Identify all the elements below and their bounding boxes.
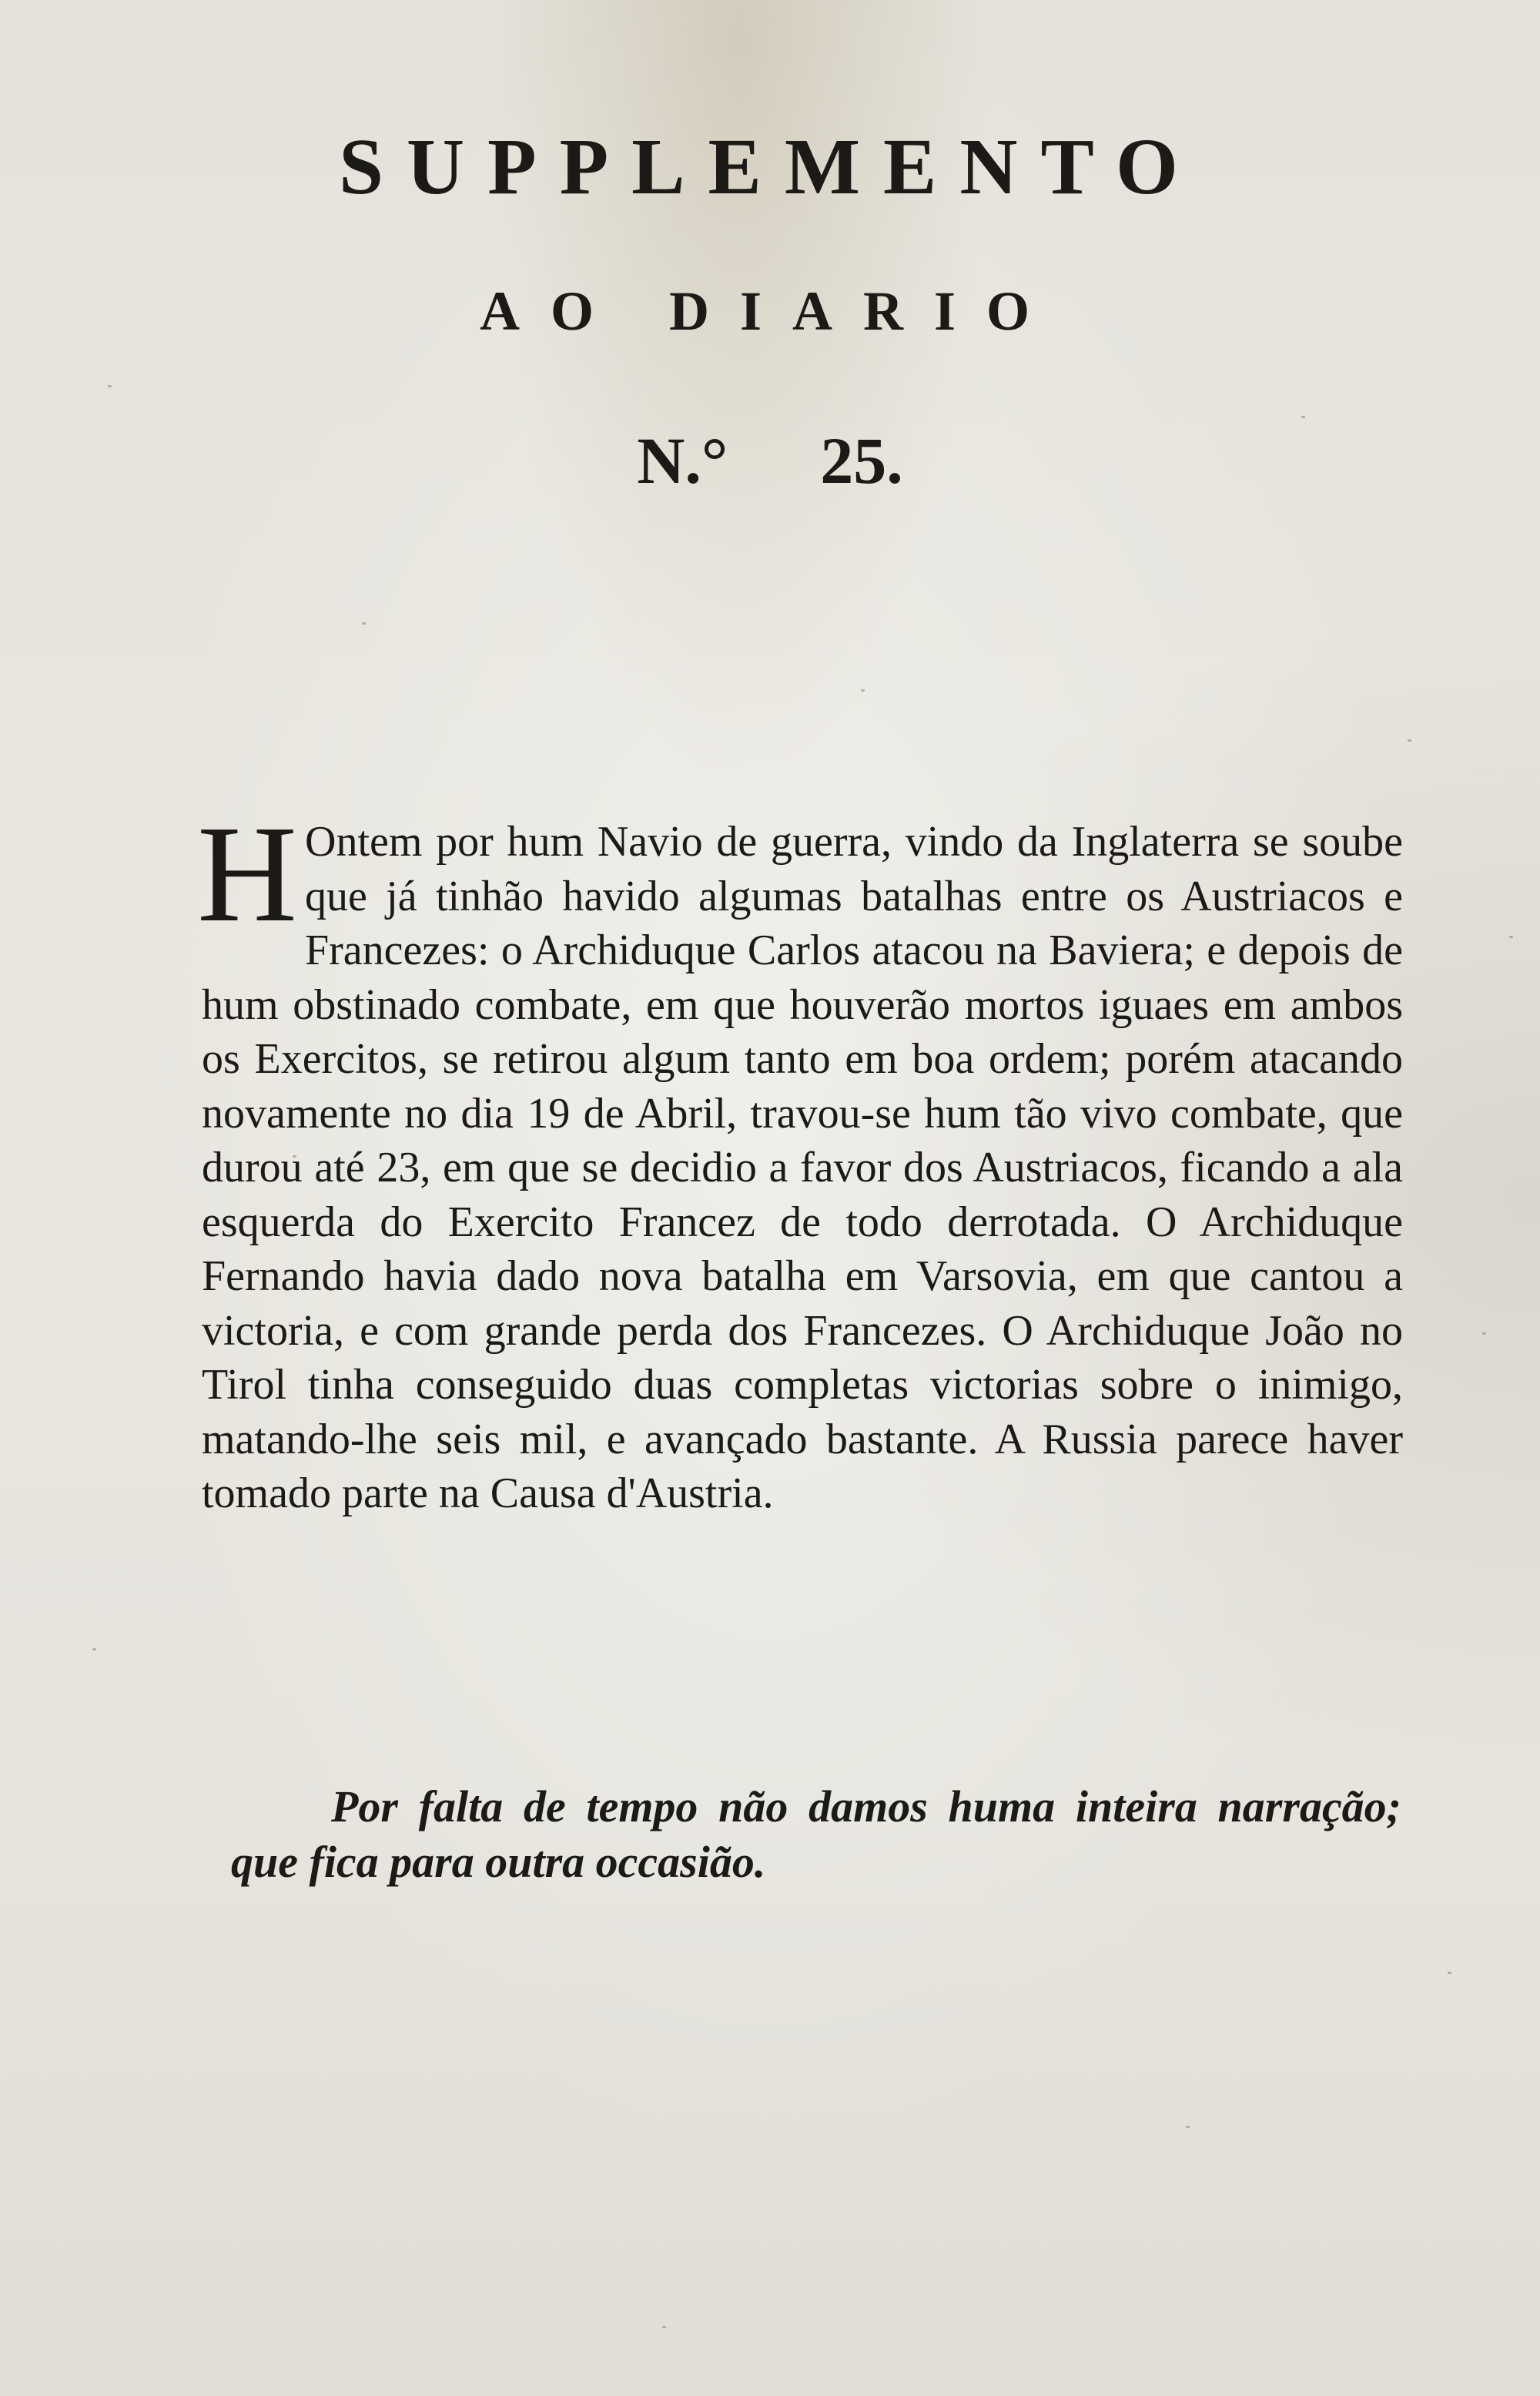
paper-speck	[662, 2326, 666, 2328]
paper-speck	[1448, 1972, 1451, 1974]
article-text: Ontem por hum Navio de guerra, vindo da Inglaterra se soube que já tinhão havido algumas batalhas entre os Austriacos e Francezes: o Archiduque Carlos atacou na Baviera; e depois de hum obstinado combate, em que houverão mortos iguaes em ambos os Exercitos, se retirou algum tanto em boa ordem; porém atacando novamente no dia 19 de Abril, travou-se hum tão vivo combate, que durou até 23, em que se decidio a favor dos Austriacos, ficando a ala esquerda do Exercito Francez de todo derrotada. O Archiduque Fernando havia dado nova batalha em Varsovia, em que cantou a victoria, e com grande perda dos Francezes. O Archiduque João no Tirol tinha conseguido duas completas victorias sobre o inimigo, matando-lhe seis mil, e avançado bastante. A Russia parece haver tomado parte na Causa d'Austria.	[202, 818, 1403, 1517]
paper-speck	[861, 689, 865, 692]
issue-label: N.°	[637, 424, 728, 498]
closing-note: Por falta de tempo não damos huma inteira narração; que fica para outra occasião.	[231, 1781, 1401, 1887]
paper-speck	[1482, 1332, 1486, 1335]
paper-speck	[1509, 936, 1513, 938]
paper-speck	[108, 385, 112, 387]
paper-speck	[1186, 2126, 1190, 2128]
issue-number	[0, 424, 1540, 498]
article-body	[197, 797, 1403, 1521]
drop-cap: H	[197, 797, 297, 950]
page-title: SUPPLEMENTO	[339, 122, 1201, 211]
paper-speck	[362, 622, 366, 625]
paper-speck	[1301, 416, 1305, 418]
paper-speck	[92, 1648, 96, 1650]
paper-speck	[1408, 739, 1411, 742]
page-subtitle: AO DIARIO	[479, 280, 1061, 342]
issue-number-value: 25.	[820, 424, 903, 498]
